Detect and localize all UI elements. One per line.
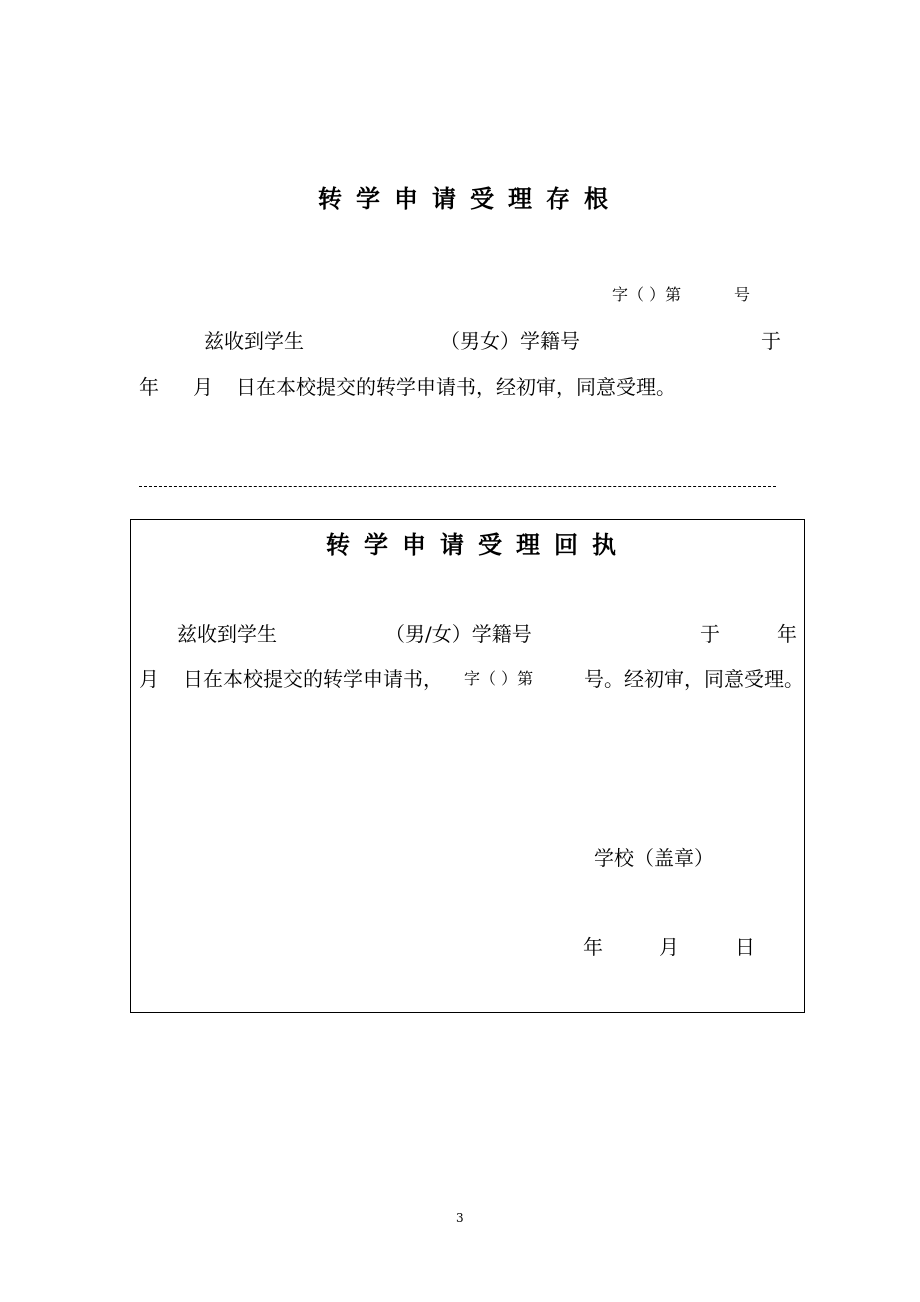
stub-title: 转学申请受理存根	[318, 184, 622, 213]
stub-line2-month: 月	[193, 375, 213, 399]
receipt-line2-statement: 日在本校提交的转学申请书，	[183, 667, 443, 691]
stub-line2-statement: 日在本校提交的转学申请书，经初审，同意受理。	[236, 375, 676, 399]
receipt-date-month: 月	[659, 935, 679, 959]
stub-line1-on: 于	[761, 329, 781, 353]
receipt-line1-received: 兹收到学生	[177, 622, 277, 646]
receipt-line1-gender-id: （男/女）学籍号	[385, 622, 532, 646]
stub-ref-hao: 号	[734, 285, 751, 304]
receipt-title: 转学申请受理回执	[326, 530, 630, 559]
stub-line1-received: 兹收到学生	[204, 329, 304, 353]
receipt-line2-ref-zi: 字（ ）第	[464, 669, 534, 688]
receipt-line2-ref-hao: 号。经初审，同意受理。	[584, 667, 804, 691]
receipt-date-year: 年	[583, 935, 603, 959]
receipt-line1-year: 年	[777, 622, 797, 646]
receipt-line1-on: 于	[700, 622, 720, 646]
stub-ref-zi: 字（ ）第	[612, 285, 682, 304]
receipt-box	[130, 519, 805, 1013]
receipt-line2-month: 月	[139, 667, 159, 691]
stub-line1-gender-id: （男女）学籍号	[440, 329, 580, 353]
receipt-date-day: 日	[735, 935, 755, 959]
stub-line2-year: 年	[139, 375, 159, 399]
receipt-school-seal: 学校（盖章）	[594, 846, 714, 870]
cut-line-divider	[139, 486, 776, 487]
page-number: 3	[456, 1211, 464, 1225]
